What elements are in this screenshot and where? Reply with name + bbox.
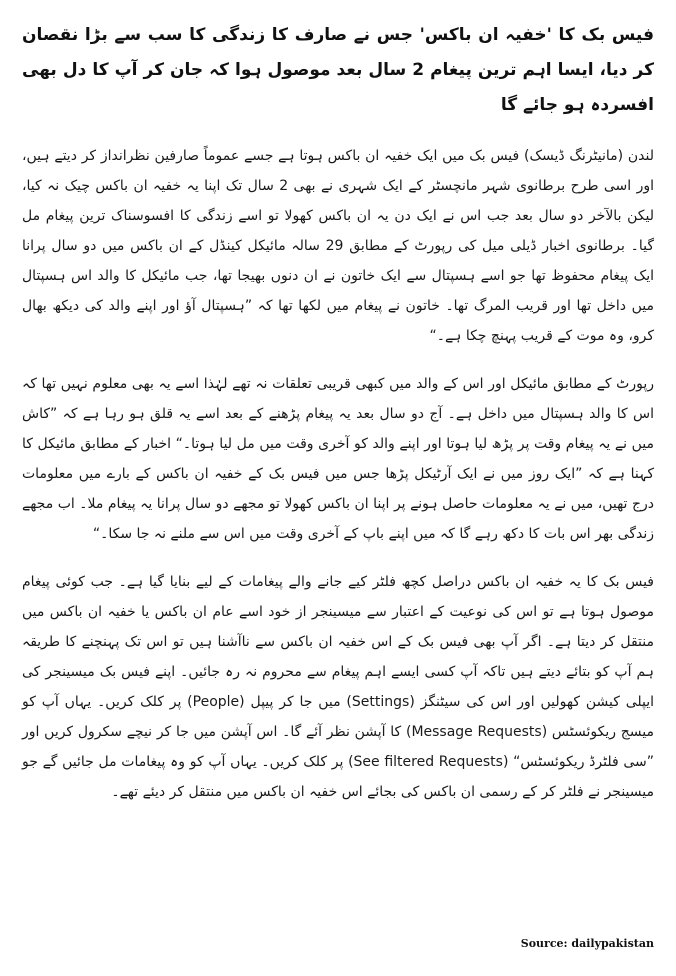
article-paragraph-2: رپورٹ کے مطابق مائیکل اور اس کے والد میں کبھی قریبی تعلقات نہ تھے لہٰذا اسے یہ بھی معلوم نہیں تھا کہ اس کا والد ہسپتال میں داخل ہے۔ آج دو سال بعد یہ پیغام پڑھنے کے بعد اسے یہ قلق ہو رہا ہے کہ ”کاش میں نے یہ پیغام وقت پر پڑھ لیا ہوتا اور اپنے والد کو آخری وقت میں مل لیا ہوتا۔“ اخبار کے مطابق مائیکل کا کہنا ہے کہ ”ایک روز میں نے ایک آرٹیکل پڑھا جس میں فیس بک کے خفیہ ان باکس کے بارے میں معلومات درج تھیں، میں نے یہ معلومات حاصل ہونے پر اپنا ان باکس کھولا تو مجھے دو سال پرانا یہ پیغام ملا۔ اب مجھے زندگی بھر اس بات کا دکھ رہے گا کہ میں اپنے باپ کے آخری وقت میں اس سے ملنے نہ جا سکا۔“ <box>22 376 654 542</box>
article-paragraph-1: لندن (مانیٹرنگ ڈیسک) فیس بک میں ایک خفیہ ان باکس ہوتا ہے جسے عموماً صارفین نظرانداز کر دیتے ہیں، اور اسی طرح برطانوی شہر مانچسٹر کے ایک شہری نے بھی 2 سال تک اپنا یہ خفیہ ان باکس چیک نہ کیا، لیکن بالآخر دو سال بعد جب اس نے ایک دن یہ ان باکس کھولا تو اسے زندگی کا افسوسناک ترین پیغام مل گیا۔ برطانوی اخبار ڈیلی میل کی رپورٹ کے مطابق 29 سالہ مائیکل کینڈل کے ان باکس میں دو سال پرانا ایک پیغام محفوظ تھا جو اسے ہسپتال سے ایک خاتون نے ان دنوں بھیجا تھا، جب مائیکل کا والد اس ہسپتال میں داخل تھا اور قریب المرگ تھا۔ خاتون نے پیغام میں لکھا تھا کہ ”ہسپتال آؤ اور اپنے والد کی دیکھ بھال کرو، وہ موت کے قریب پہنچ چکا ہے۔“ <box>22 148 654 344</box>
article <box>22 18 654 825</box>
article-headline: فیس بک کا 'خفیہ ان باکس' جس نے صارف کا زندگی کا سب سے بڑا نقصان کر دیا، ایسا اہم ترین پیغام 2 سال بعد موصول ہوا کہ جان کر آپ کا دل بھی افسردہ ہو جائے گا <box>22 25 654 115</box>
article-paragraph-3: فیس بک کا یہ خفیہ ان باکس دراصل کچھ فلٹر کیے جانے والے پیغامات کے لیے بنایا گیا ہے۔ جب کوئی پیغام موصول ہوتا ہے تو اس کی نوعیت کے اعتبار سے میسینجر از خود اسے عام ان باکس یا خفیہ ان باکس میں منتقل کر دیتا ہے۔ اگر آپ بھی فیس بک کے اس خفیہ ان باکس سے ناآشنا ہیں تو اس تک پہنچنے کا طریقہ ہم آپ کو بتائے دیتے ہیں تاکہ آپ کسی ایسے اہم پیغام سے محروم نہ رہ جائیں۔ اپنے فیس بک میسینجر کی ایپلی کیشن کھولیں اور اس کی سیٹنگز (Settings) میں جا کر پیپل (People) پر کلک کریں۔ یہاں آپ کو میسج ریکوئسٹس (Message Requests) کا آپشن نظر آئے گا۔ اس آپشن میں جا کر نیچے سکرول کریں اور ”سی فلٹرڈ ریکوئسٹس“ (See filtered Requests) پر کلک کریں۔ یہاں آپ کو وہ پیغامات مل جائیں گے جو میسینجر نے فلٹر کر کے رسمی ان باکس کی بجائے اس خفیہ ان باکس میں منتقل کر دیئے تھے۔ <box>22 574 655 800</box>
source-credit: Source: dailypakistan <box>520 937 654 950</box>
